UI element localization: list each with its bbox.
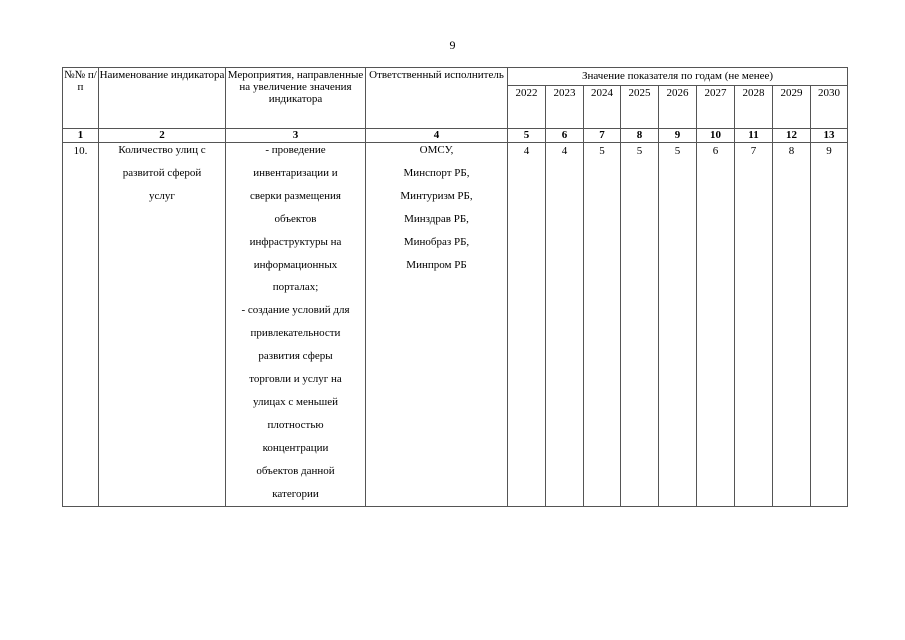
text-line: ОМСУ,	[419, 144, 454, 156]
column-number: 12	[773, 129, 811, 143]
indicator-table	[62, 67, 848, 507]
text-line: развития сферы	[258, 350, 333, 363]
row-executor-lines	[366, 139, 507, 276]
column-number: 10	[697, 129, 735, 143]
text-line: Количество улиц с	[118, 144, 206, 156]
year-header: 2026	[659, 86, 697, 129]
text-line: инфраструктуры на	[249, 235, 342, 248]
year-header: 2030	[811, 86, 848, 129]
row-value: 4	[508, 143, 546, 507]
column-number: 5	[508, 129, 546, 143]
header-name: Наименование индикатора	[99, 68, 226, 129]
header-num: №№ п/п	[63, 68, 99, 129]
column-number: 9	[659, 129, 697, 143]
row-value: 6	[697, 143, 735, 507]
column-number: 1	[63, 129, 99, 143]
row-value: 5	[659, 143, 697, 507]
year-header: 2028	[735, 86, 773, 129]
year-header: 2027	[697, 86, 735, 129]
year-header: 2023	[546, 86, 584, 129]
column-number: 3	[226, 129, 366, 143]
year-header: 2022	[508, 86, 546, 129]
row-value: 7	[735, 143, 773, 507]
row-measures-lines	[226, 139, 365, 506]
row-value: 4	[546, 143, 584, 507]
text-line: инвентаризации и	[253, 166, 338, 179]
text-line: Минобраз РБ,	[403, 235, 470, 248]
row-value: 5	[584, 143, 621, 507]
table-row	[63, 143, 848, 507]
column-number: 11	[735, 129, 773, 143]
page-number: 9	[449, 38, 456, 52]
year-header: 2029	[773, 86, 811, 129]
text-line: Минспорт РБ,	[403, 166, 470, 179]
year-header: 2025	[621, 86, 659, 129]
year-header: 2024	[584, 86, 621, 129]
row-executor	[366, 143, 508, 507]
header-row	[63, 68, 848, 86]
row-num: 10.	[63, 143, 99, 507]
text-line: информационных	[253, 258, 338, 271]
text-line: концентрации	[262, 441, 329, 454]
row-value: 8	[773, 143, 811, 507]
row-value: 5	[621, 143, 659, 507]
text-line: торговли и услуг на	[249, 373, 342, 386]
text-line: развитой сферой	[122, 166, 202, 179]
column-number: 13	[811, 129, 848, 143]
row-value: 9	[811, 143, 848, 507]
text-line: Минтуризм РБ,	[400, 189, 473, 202]
text-line: - создание условий для	[241, 304, 350, 317]
text-line: услуг	[149, 189, 175, 202]
text-line: плотностью	[267, 418, 324, 431]
text-line: Минздрав РБ,	[404, 212, 469, 225]
column-number: 8	[621, 129, 659, 143]
text-line: - проведение	[265, 144, 326, 156]
text-line: привлекательности	[250, 327, 341, 340]
text-line: улицах с меньшей	[252, 395, 339, 408]
row-measures	[226, 143, 366, 507]
text-line: сверки размещения	[250, 189, 341, 202]
column-number: 4	[366, 129, 508, 143]
column-number: 2	[99, 129, 226, 143]
header-measures: Мероприятия, направленные на увеличение значения индикатора	[226, 68, 366, 129]
text-line: порталах;	[272, 281, 319, 294]
row-name-lines	[99, 139, 225, 208]
column-number: 6	[546, 129, 584, 143]
text-line: объектов данной	[256, 464, 335, 477]
header-values-group: Значение показателя по годам (не менее)	[508, 68, 848, 86]
row-name	[99, 143, 226, 507]
text-line: категории	[272, 487, 319, 500]
column-number: 7	[584, 129, 621, 143]
text-line: объектов	[274, 212, 317, 225]
text-line: Минпром РБ	[406, 258, 467, 271]
header-executor: Ответственный исполнитель	[366, 68, 508, 129]
